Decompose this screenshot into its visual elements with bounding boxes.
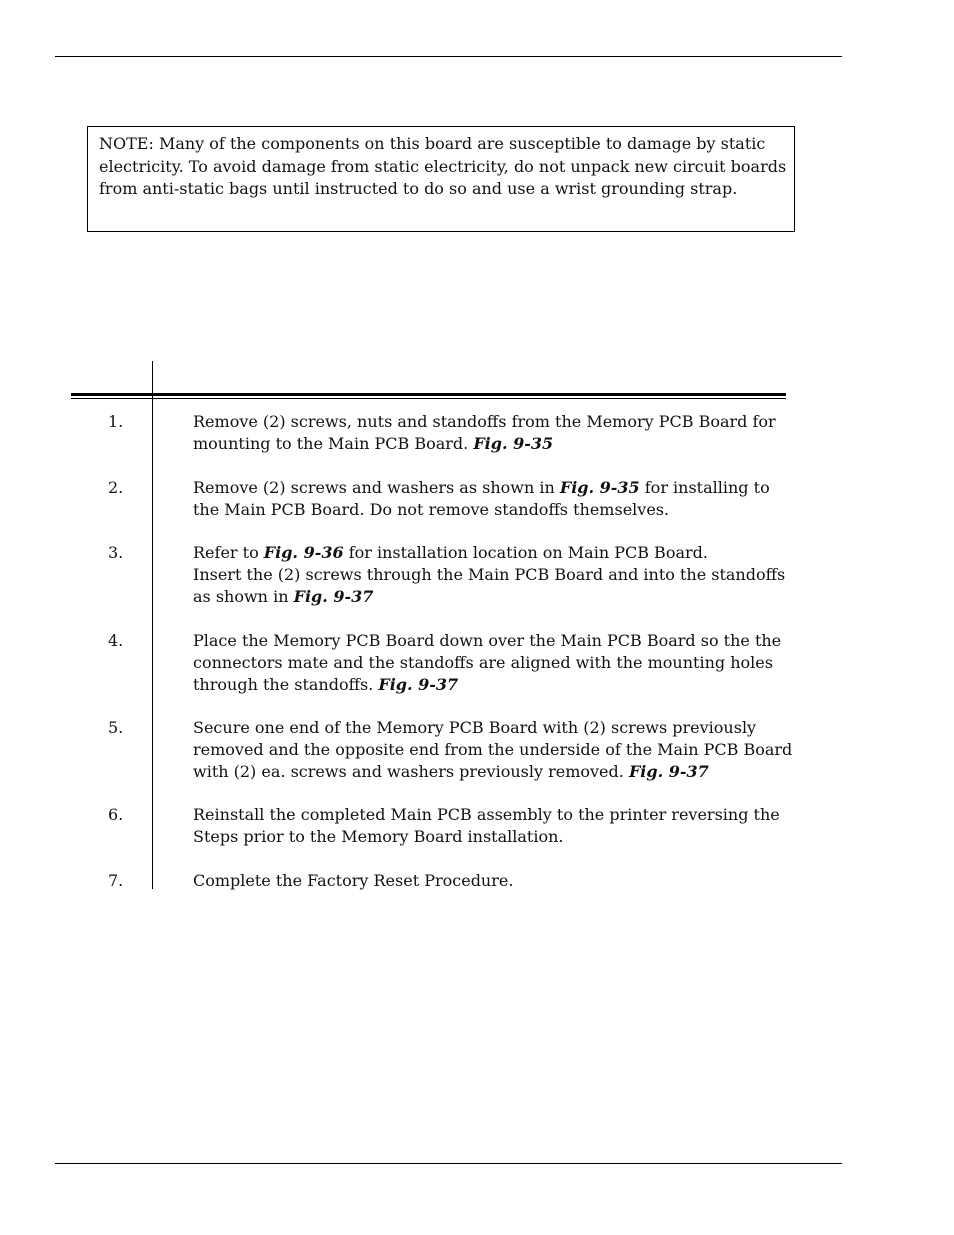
step-text-segment: Complete the Factory Reset Procedure. [193,871,514,890]
step-text-segment: Secure one end of the Memory PCB Board with (2) screws previously [193,718,757,737]
header-rule [55,56,842,57]
footer-rule [55,1163,842,1164]
figure-reference: Fig. 9-35 [559,478,640,497]
step-text-segment: Remove (2) screws and washers as shown in [193,478,560,497]
step-text [193,870,813,892]
step-number: 7. [108,871,124,890]
step-text-segment: through the standoffs. [193,675,379,694]
step-number: 1. [108,412,124,431]
step-text [193,477,813,521]
step-number: 5. [108,718,124,737]
table-header-rule-thin [71,398,786,399]
step-number: 3. [108,543,124,562]
step-number: 4. [108,631,124,650]
step-text-segment: Refer to [193,543,264,562]
step-text-segment: Reinstall the completed Main PCB assembly to the printer reversing the [193,805,780,824]
step-text [193,630,813,696]
note-line: electricity. To avoid damage from static electricity, do not unpack new circuit boards [99,156,787,176]
table-header-rule [71,393,786,396]
table-column-divider [152,361,153,889]
step-text [193,542,813,608]
step-text-segment: the Main PCB Board. Do not remove standoffs themselves. [193,500,670,519]
step-number: 6. [108,805,124,824]
step-text [193,411,813,455]
step-text-segment: for installing to [639,478,770,497]
step-text-segment: Steps prior to the Memory Board installation. [193,827,564,846]
step-text-segment: as shown in [193,587,294,606]
step-text-segment: removed and the opposite end from the underside of the Main PCB Board [193,740,793,759]
step-text-segment: Remove (2) screws, nuts and standoffs from the Memory PCB Board for [193,412,776,431]
step-text-segment: for installation location on Main PCB Board. [343,543,708,562]
figure-reference: Fig. 9-37 [628,762,709,781]
step-text-segment: connectors mate and the standoffs are aligned with the mounting holes [193,653,773,672]
step-text-segment: Insert the (2) screws through the Main PCB Board and into the standoffs [193,565,786,584]
static-warning-note [87,126,795,232]
step-text [193,717,813,783]
figure-reference: Fig. 9-37 [378,675,459,694]
step-text [193,804,813,848]
note-line: NOTE: Many of the components on this board are susceptible to damage by static [99,134,766,153]
step-text-segment: mounting to the Main PCB Board. [193,434,474,453]
figure-reference: Fig. 9-37 [293,587,374,606]
figure-reference: Fig. 9-35 [473,434,554,453]
note-line: from anti-static bags until instructed to do so and use a wrist grounding strap. [99,179,738,198]
figure-reference: Fig. 9-36 [263,543,344,562]
step-text-segment: Place the Memory PCB Board down over the Main PCB Board so the the [193,631,782,650]
step-text-segment: with (2) ea. screws and washers previously removed. [193,762,629,781]
step-number: 2. [108,478,124,497]
